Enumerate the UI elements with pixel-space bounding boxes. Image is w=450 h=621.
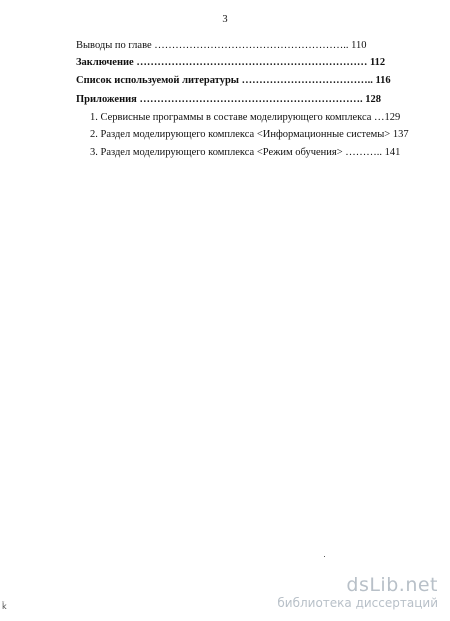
scan-speck [324,556,325,557]
toc-entry-conclusion: Заключение ………………………………………………………… 112 [76,57,386,68]
page-number: 3 [222,14,228,25]
toc-entry-appendix-1: 1. Сервисные программы в составе моделирующего комплекса …129 [90,112,401,123]
toc-entry-appendices: Приложения ………………………………………………………. 128 [76,94,381,105]
margin-mark: ǩ [2,602,7,611]
toc-entry-chapter-conclusions: Выводы по главе ……………………………………………….. 110 [76,40,367,51]
watermark-logo: dsLib.net [346,574,438,596]
watermark-tagline: библиотека диссертаций [277,596,438,610]
toc-entry-appendix-3: 3. Раздел моделирующего комплекса <Режим обучения> ……….. 141 [90,147,401,158]
watermark [277,574,438,610]
toc-entry-appendix-2: 2. Раздел моделирующего комплекса <Информационные системы> 137 [90,129,409,140]
toc-entry-references: Список используемой литературы ……………………………….. 116 [76,75,391,86]
